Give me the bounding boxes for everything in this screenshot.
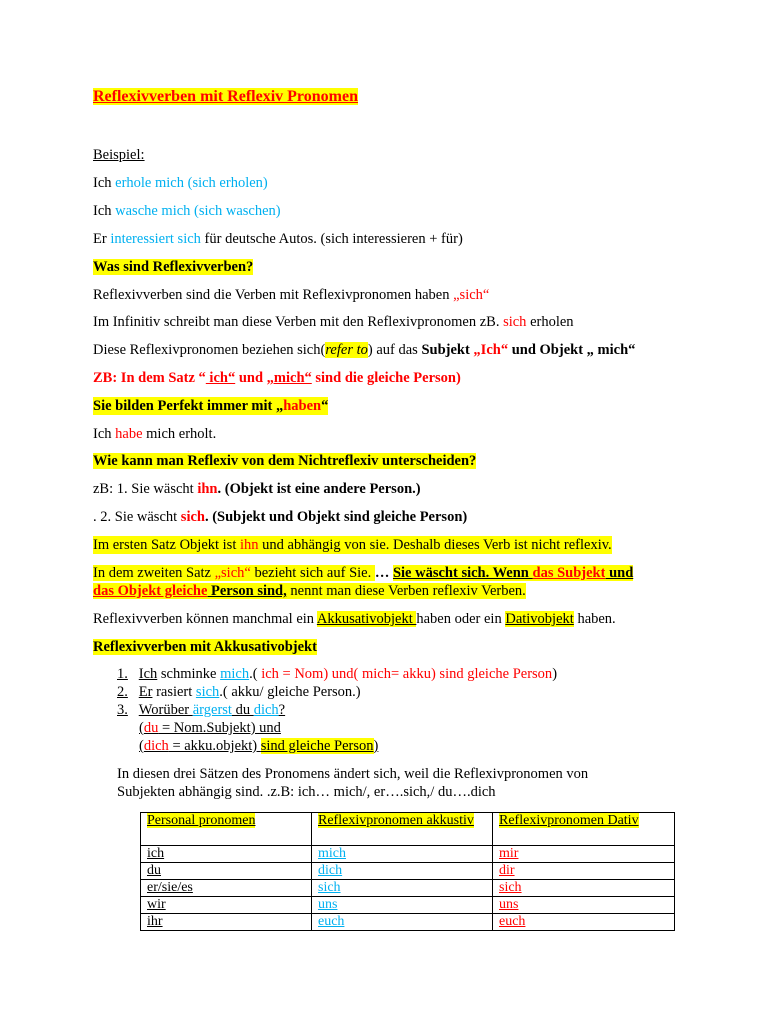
paragraph-erholt: Ich habe mich erholt.	[93, 426, 217, 442]
example-3: Er interessiert sich für deutsche Autos. (sich interessieren + für)	[93, 231, 463, 247]
paragraph-summary-1: In diesen drei Sätzen des Pronomens ändert sich, weil die Reflexivpronomen von	[117, 766, 589, 782]
table-cell: sich	[493, 880, 675, 897]
paragraph-summary-2: Subjekten abhängig sind. .z.B: ich… mich/, er….sich,/ du….dich	[117, 784, 496, 800]
table-cell: mich	[312, 846, 493, 863]
header-akkusativ: Reflexivpronomen akkustiv	[312, 813, 493, 846]
paragraph-zweiten-satz-2: das Objekt gleiche Person sind, nennt man diese Verben reflexiv Verben.	[93, 583, 526, 599]
list-item-3-dich: (dich = akku.objekt) sind gleiche Person)	[139, 738, 379, 754]
table-cell: uns	[312, 897, 493, 914]
header-dativ: Reflexivpronomen Dativ	[493, 813, 675, 846]
table-cell: wir	[141, 897, 312, 914]
table-row	[141, 846, 675, 863]
paragraph-ersten-satz: Im ersten Satz Objekt ist ihn und abhängig von sie. Deshalb dieses Verb ist nicht reflexiv.	[93, 537, 612, 553]
paragraph-zweiten-satz-1: In dem zweiten Satz „sich“ bezieht sich auf Sie. … Sie wäscht sich. Wenn das Subjekt und	[93, 565, 634, 581]
table-row	[141, 880, 675, 897]
list-item-2: 2. Er rasiert sich.( akku/ gleiche Person.)	[117, 684, 361, 700]
table-cell: euch	[493, 914, 675, 931]
table-cell: er/sie/es	[141, 880, 312, 897]
table-row	[141, 897, 675, 914]
heading-unterscheiden: Wie kann man Reflexiv von dem Nichtreflexiv unterscheiden?	[93, 453, 477, 469]
table-cell: ich	[141, 846, 312, 863]
beispiel-label: Beispiel:	[93, 147, 145, 163]
heading-was-sind: Was sind Reflexivverben?	[93, 259, 254, 275]
paragraph-beziehen: Diese Reflexivpronomen beziehen sich(refer to) auf das Subjekt „Ich“ und Objekt „ mich“	[93, 342, 636, 358]
table-cell: dir	[493, 863, 675, 880]
table-row	[141, 914, 675, 931]
page-title: Reflexivverben mit Reflexiv Pronomen	[93, 88, 358, 105]
example-2: Ich wasche mich (sich waschen)	[93, 203, 281, 219]
table-cell: dich	[312, 863, 493, 880]
heading-perfekt: Sie bilden Perfekt immer mit „haben“	[93, 398, 329, 414]
paragraph-infinitiv: Im Infinitiv schreibt man diese Verben mit den Reflexivpronomen zB. sich erholen	[93, 314, 574, 330]
table-header-row	[141, 813, 675, 846]
header-personal: Personal pronomen	[141, 813, 312, 846]
table-cell: mir	[493, 846, 675, 863]
paragraph-definition: Reflexivverben sind die Verben mit Reflexivpronomen haben „sich“	[93, 287, 490, 303]
table-cell: euch	[312, 914, 493, 931]
list-item-3: 3. Worüber ärgerst du dich?	[117, 702, 286, 718]
table-cell: ihr	[141, 914, 312, 931]
example-ihn: zB: 1. Sie wäscht ihn. (Objekt ist eine andere Person.)	[93, 481, 421, 497]
heading-akkusativobjekt: Reflexivverben mit Akkusativobjekt	[93, 639, 317, 655]
paragraph-akkusativ-dativ: Reflexivverben können manchmal ein Akkusativobjekt haben oder ein Dativobjekt haben.	[93, 611, 616, 627]
paragraph-zb-satz: ZB: In dem Satz “ ich“ und „mich“ sind die gleiche Person)	[93, 370, 461, 386]
pronoun-table	[140, 812, 675, 931]
table-row	[141, 863, 675, 880]
example-1: Ich erhole mich (sich erholen)	[93, 175, 268, 191]
list-item-1: 1. Ich schminke mich.( ich = Nom) und( mich= akku) sind gleiche Person)	[117, 666, 558, 682]
example-sich: . 2. Sie wäscht sich. (Subjekt und Objekt sind gleiche Person)	[93, 509, 468, 525]
table-cell: du	[141, 863, 312, 880]
table-cell: sich	[312, 880, 493, 897]
list-item-3-du: (du = Nom.Subjekt) und	[139, 720, 281, 736]
table-cell: uns	[493, 897, 675, 914]
